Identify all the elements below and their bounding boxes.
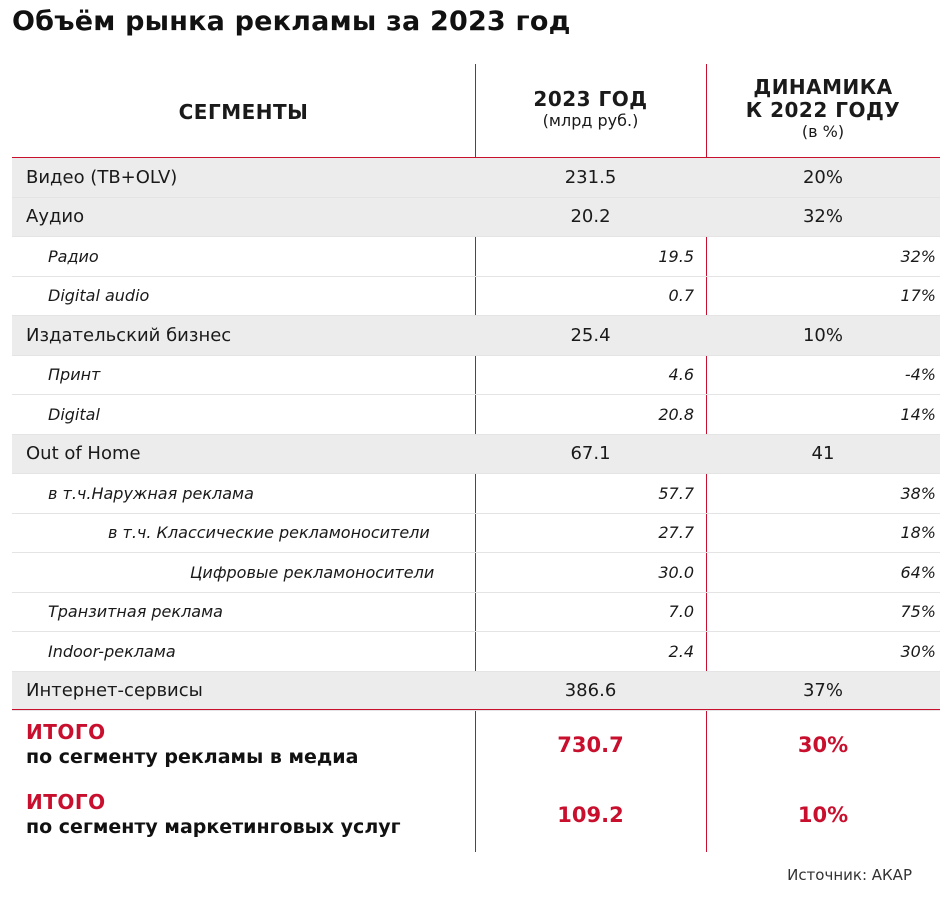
total-label-top: ИТОГО <box>26 790 106 814</box>
row-label: Indoor-реклама <box>48 641 176 661</box>
table-row <box>12 632 940 672</box>
row-dynamics: 37% <box>802 680 843 702</box>
table-row <box>12 593 940 633</box>
row-label: Out of Home <box>26 443 141 465</box>
row-dynamics: 32% <box>900 246 936 266</box>
total-label <box>26 790 466 840</box>
table-row <box>12 356 940 396</box>
row-label: Digital <box>48 404 100 424</box>
table-row <box>12 316 940 356</box>
row-label: Принт <box>48 365 101 385</box>
total-value: 109.2 <box>557 803 624 827</box>
table-row <box>12 237 940 277</box>
header-dynamics-unit: (в %) <box>801 122 845 141</box>
page-title: Объём рынка рекламы за 2023 год <box>12 6 571 37</box>
row-dynamics: 10% <box>802 324 843 346</box>
header-dynamics-line1: ДИНАМИКА <box>753 75 893 99</box>
total-row-marketing <box>12 780 940 850</box>
table-row <box>12 474 940 514</box>
table-header <box>12 64 940 158</box>
row-dynamics: 64% <box>900 562 936 582</box>
row-dynamics: 41 <box>811 443 835 465</box>
table-row <box>12 435 940 475</box>
total-dynamics: 30% <box>797 733 849 757</box>
row-value: 7.0 <box>668 602 694 622</box>
row-value: 19.5 <box>658 246 694 266</box>
header-dynamics-line2: К 2022 ГОДУ <box>745 98 901 122</box>
table-row <box>12 514 940 554</box>
row-value: 4.6 <box>668 365 694 385</box>
header-dynamics <box>706 76 940 142</box>
row-label: в т.ч. Классические рекламоносители <box>108 523 430 543</box>
header-year-unit: (млрд руб.) <box>542 111 639 130</box>
row-value: 2.4 <box>668 641 694 661</box>
row-dynamics: 38% <box>900 483 936 503</box>
row-label: в т.ч.Наружная реклама <box>48 483 254 503</box>
table-row <box>12 198 940 238</box>
table-row <box>12 395 940 435</box>
row-dynamics: 14% <box>900 404 936 424</box>
row-dynamics: -4% <box>904 365 936 385</box>
row-value: 0.7 <box>668 286 694 306</box>
row-label: Аудио <box>26 206 85 228</box>
row-label: Интернет-сервисы <box>26 680 203 702</box>
total-label-top: ИТОГО <box>26 720 106 744</box>
row-value: 30.0 <box>658 562 694 582</box>
total-row-media <box>12 710 940 780</box>
table-row <box>12 553 940 593</box>
row-dynamics: 32% <box>802 206 843 228</box>
row-value: 386.6 <box>564 680 617 702</box>
table-row <box>12 277 940 317</box>
row-label: Транзитная реклама <box>48 602 223 622</box>
source-note: Источник: АКАР <box>787 866 912 884</box>
total-dynamics: 10% <box>797 803 849 827</box>
total-label-bottom: по сегменту маркетинговых услуг <box>26 816 401 838</box>
header-year-title: 2023 ГОД <box>533 87 648 111</box>
row-value: 57.7 <box>658 483 694 503</box>
row-value: 20.8 <box>658 404 694 424</box>
row-value: 67.1 <box>570 443 611 465</box>
row-label: Digital audio <box>48 286 150 306</box>
row-value: 231.5 <box>564 166 617 188</box>
row-dynamics: 17% <box>900 286 936 306</box>
total-label <box>26 720 466 770</box>
table-body <box>12 158 940 711</box>
header-segments: СЕГМЕНТЫ <box>178 100 309 124</box>
row-dynamics: 30% <box>900 641 936 661</box>
table-row <box>12 672 940 712</box>
row-label: Радио <box>48 246 99 266</box>
totals-section <box>12 709 940 850</box>
row-label: Издательский бизнес <box>26 324 232 346</box>
row-value: 25.4 <box>570 324 611 346</box>
row-label: Видео (ТВ+OLV) <box>26 166 178 188</box>
row-dynamics: 75% <box>900 602 936 622</box>
row-dynamics: 18% <box>900 523 936 543</box>
row-value: 20.2 <box>570 206 611 228</box>
header-year <box>475 88 706 131</box>
row-label: Цифровые рекламоносители <box>190 562 435 582</box>
total-label-bottom: по сегменту рекламы в медиа <box>26 746 359 768</box>
table-row <box>12 158 940 198</box>
row-dynamics: 20% <box>802 166 843 188</box>
row-value: 27.7 <box>658 523 694 543</box>
total-value: 730.7 <box>557 733 624 757</box>
